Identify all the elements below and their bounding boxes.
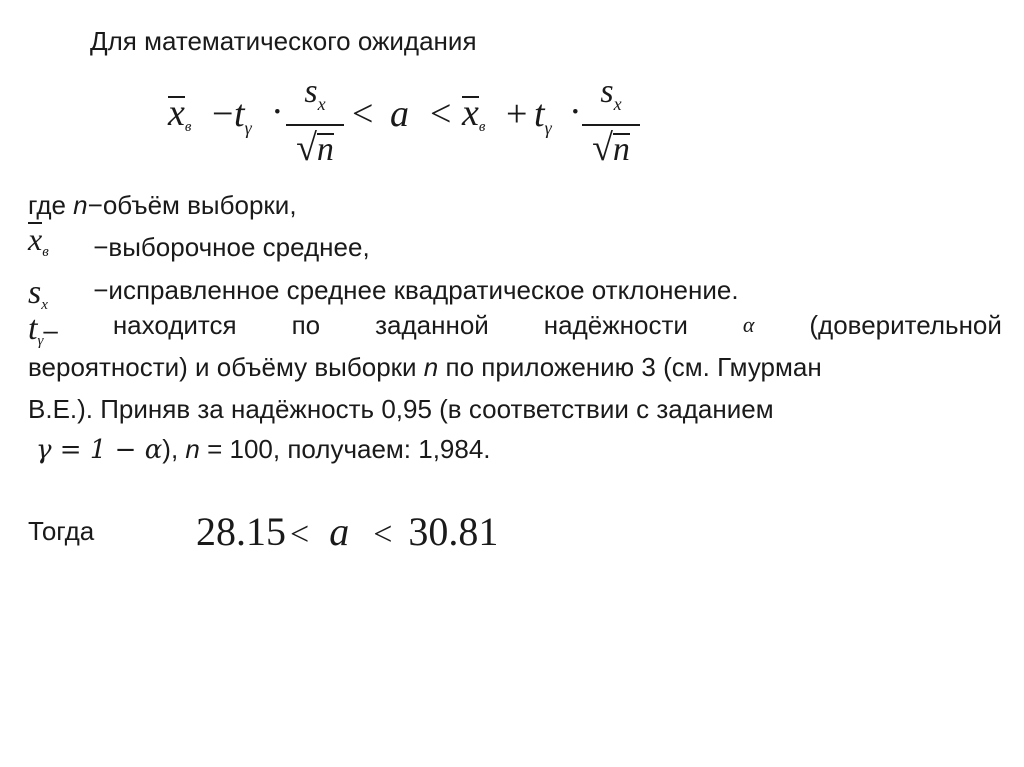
formula-t-gamma-2: tγ [534,93,552,138]
word: заданной [375,310,489,340]
alpha-symbol: α [742,312,755,337]
formula-minus: − [212,93,234,135]
formula-sample-mean: xв [168,92,192,135]
text-line-7: γ = 1 − α), n = 100, получаем: 1,984. [36,434,491,465]
formula-dot-2: · [569,91,582,133]
definition-t-gamma [28,310,1002,350]
result-interval: 28.15 < a < 30.81 [196,509,499,554]
formula-lt-2: < [430,93,452,135]
confidence-interval-formula [168,73,688,169]
word: надёжности [543,310,688,340]
definition-std-dev: $s_x$ −исправленное среднее квадратическое отклонение. [28,274,739,313]
text-line-5: вероятности) и объёму выборки n по приложению 3 (см. Гмурман [28,352,822,382]
formula-t-gamma-1: tγ [234,93,252,138]
formula-fraction-1: $s_x$ √n [286,74,344,170]
formula-lt-1: < [352,93,374,135]
gamma-equation: γ = 1 − α [36,435,163,465]
word: по [291,310,321,340]
word: находится [112,310,237,340]
text-line-6: В.Е.). Приняв за надёжность 0,95 (в соответствии с заданием [28,394,774,424]
formula-a: a [390,93,409,135]
word: (доверительной [809,310,1002,340]
t-gamma-symbol: tγ– [28,310,58,349]
sample-mean-symbol: $x_в$ [28,221,49,260]
formula-plus: + [506,93,528,135]
formula-sample-mean-2: xв [462,92,486,135]
then-label: Тогда [28,516,95,546]
formula-dot-1: · [271,91,284,133]
std-dev-symbol: $s_x$ [28,274,48,313]
section-heading: Для математического ожидания [90,26,477,56]
formula-fraction-2: $s_x$ √n [582,74,640,170]
definition-n: где n−объём выборки, [28,190,297,220]
definition-sample-mean: $x_в$ −выборочное среднее, [28,221,370,262]
